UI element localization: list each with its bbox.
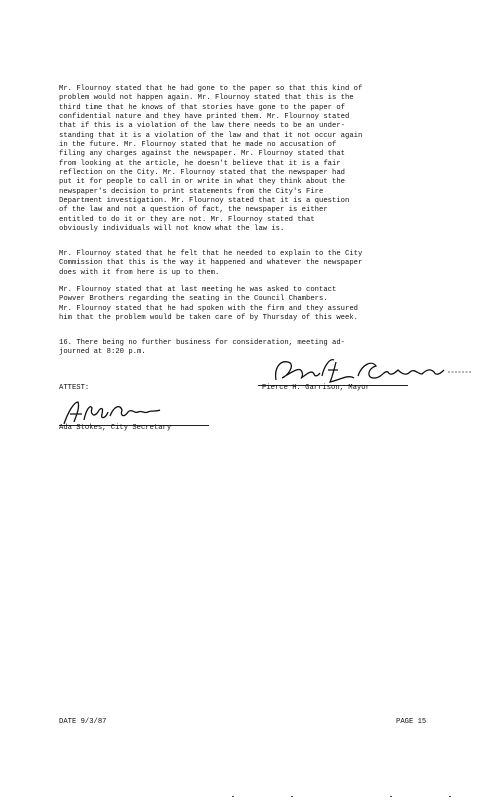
scan-speck <box>390 796 392 797</box>
scan-speck <box>291 796 293 797</box>
mayor-signature <box>258 356 478 386</box>
paragraph-council-chambers-seating: Mr. Flournoy stated that at last meeting he was asked to contact Powver Brothers regarding the seating in the Council Chambers. Mr. Flournoy stated that he had spoken with the firm and they assured him that the problem would be taken care of by Thursday of this week. <box>59 286 358 323</box>
paragraph-adjournment: 16. There being no further business for consideration, meeting ad- journed at 8:20 p.m. <box>59 339 345 357</box>
scan-speck <box>449 796 451 797</box>
scan-speck <box>232 796 234 797</box>
paragraph-flournoy-explanation: Mr. Flournoy stated that he felt that he needed to explain to the City Commission that this is the way it happened and whatever the newspaper does with it from here is up to them. <box>59 250 363 277</box>
secretary-signature <box>60 398 170 426</box>
footer-date: DATE 9/3/87 <box>59 718 107 726</box>
secretary-name: Ada Stokes, City Secretary <box>59 424 172 432</box>
mayor-name: Pierce H. Garrison, Mayor <box>262 384 370 392</box>
paragraph-flournoy-newspaper: Mr. Flournoy stated that he had gone to the paper so that this kind of problem would not happen again. Mr. Flournoy stated that this is the third time that he knows of that stories have gone to the paper of confidential nature and they have printed them. Mr. Flournoy stated that if this is a violation of the law there needs to be an under- standing that it is a violation of the law and that it not occur again in the future. Mr. Flournoy stated that he made no accusation of filing any charges against the newspaper. Mr. Flournoy stated that from looking at the article, he doesn't believe that it is a fair reflection on the City. Mr. Flournoy stated that the newspaper had put it for people to call in or write in what they think about the newspaper's decision to print statements from the City's Fire Department investigation. Mr. Flournoy stated that it is a question of the law and not a question of fact, the newspaper is either entitled to do it or they are not. Mr. Flournoy stated that obviously individuals will not know what the law is. <box>59 85 363 234</box>
attest-label: ATTEST: <box>59 384 90 392</box>
footer-page-number: PAGE 15 <box>396 718 427 726</box>
